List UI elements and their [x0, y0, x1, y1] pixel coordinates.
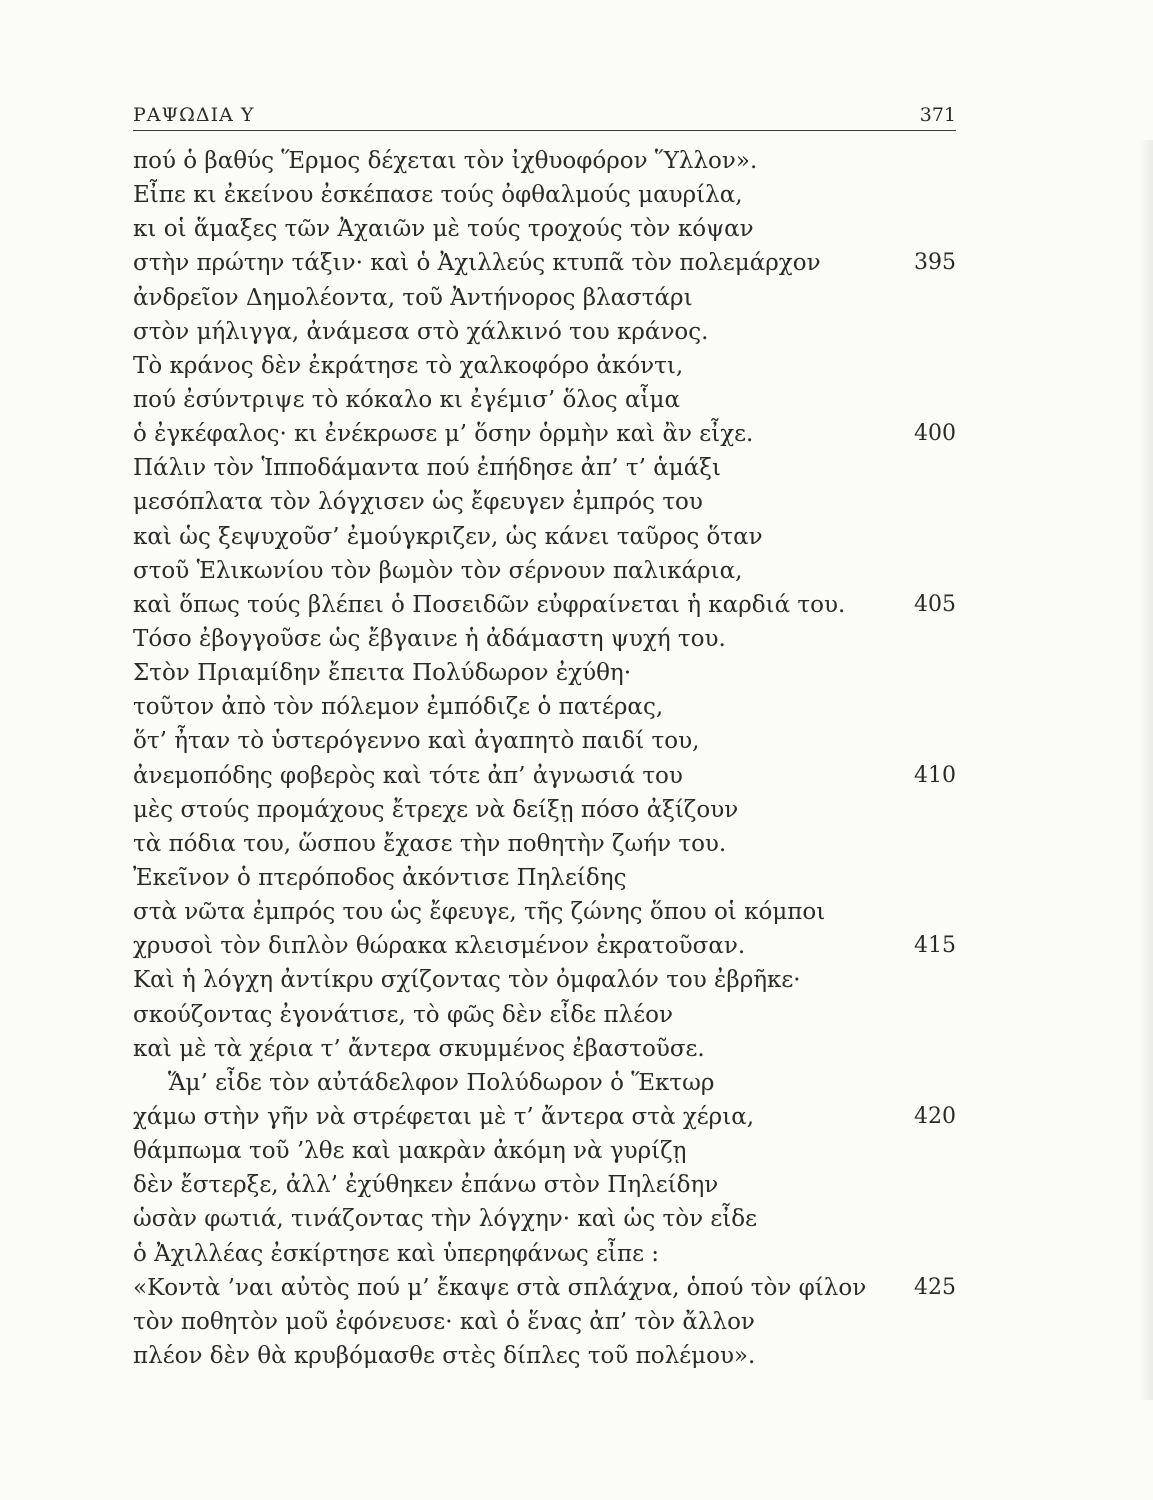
verse-line: [133, 895, 956, 929]
verse-line: [133, 1066, 956, 1100]
verse-line: [133, 759, 956, 793]
verse-line: [133, 554, 956, 588]
verse-line: [133, 451, 956, 485]
verse-line: [133, 1237, 956, 1271]
line-number: 400: [914, 421, 956, 447]
verse-text: ὁ ἐγκέφαλος· κι ἐνέκρωσε μ’ ὅσην ὁρμὴν καὶ ἂν εἶχε.: [133, 421, 754, 448]
verse-text: ὡσὰν φωτιά, τινάζοντας τὴν λόγχην· καὶ ὡς τὸν εἶδε: [133, 1206, 758, 1233]
verse-text: καὶ μὲ τὰ χέρια τ’ ἄντερα σκυμμένος ἐβαστοῦσε.: [133, 1035, 705, 1062]
verse-text: σκούζοντας ἐγονάτισε, τὸ φῶς δὲν εἶδε πλέον: [133, 1001, 673, 1028]
verse-line: [133, 1100, 956, 1134]
verse-line: [133, 622, 956, 656]
verse-text: Καὶ ἡ λόγχη ἀντίκρυ σχίζοντας τὸν ὀμφαλόν του ἐβρῆκε·: [133, 967, 801, 994]
poem-text: [133, 144, 956, 1373]
verse-text: ὁ Ἀχιλλέας ἐσκίρτησε καὶ ὑπερηφάνως εἶπε :: [133, 1240, 660, 1267]
line-number: 410: [914, 762, 956, 788]
verse-text: Τὸ κράνος δὲν ἐκράτησε τὸ χαλκοφόρο ἀκόντι,: [133, 352, 684, 379]
verse-text: κι οἱ ἅμαξες τῶν Ἀχαιῶν μὲ τούς τροχούς τὸν κόψαν: [133, 216, 754, 243]
verse-text: δὲν ἔστερξε, ἀλλ’ ἐχύθηκεν ἐπάνω στὸν Πηλείδην: [133, 1172, 719, 1199]
verse-line: [133, 383, 956, 417]
verse-text: στοῦ Ἑλικωνίου τὸν βωμὸν τὸν σέρνουν παλικάρια,: [133, 557, 743, 584]
verse-line: [133, 724, 956, 758]
page-number: 371: [919, 104, 956, 126]
verse-line: [133, 998, 956, 1032]
verse-line: [133, 690, 956, 724]
verse-text: στὰ νῶτα ἐμπρός του ὡς ἔφευγε, τῆς ζώνης ὅπου οἱ κόμποι: [133, 899, 826, 926]
verse-text: θάμπωμα τοῦ ’λθε καὶ μακρὰν ἀκόμη νὰ γυρίζῃ: [133, 1138, 687, 1165]
verse-line: [133, 588, 956, 622]
verse-text: Πάλιν τὸν Ἱπποδάμαντα πού ἐπήδησε ἀπ’ τ’ ἁμάξι: [133, 455, 721, 482]
verse-text: στὸν μήλιγγα, ἀνάμεσα στὸ χάλκινό του κράνος.: [133, 318, 709, 345]
verse-text: ἀνεμοπόδης φοβερὸς καὶ τότε ἀπ’ ἀγνωσιά του: [133, 762, 683, 789]
verse-text: «Κοντὰ ’ναι αὐτὸς πού μ’ ἔκαψε στὰ σπλάχνα, ὁπού τὸν φίλον: [133, 1274, 867, 1301]
verse-line: [133, 144, 956, 178]
verse-text: ἀνδρεῖον Δημολέοντα, τοῦ Ἀντήνορος βλαστάρι: [133, 284, 693, 311]
page-header: [133, 100, 956, 130]
verse-text: τὸν ποθητὸν μοῦ ἐφόνευσε· καὶ ὁ ἕνας ἀπ’ τὸν ἄλλον: [133, 1308, 755, 1335]
verse-text: πού ἐσύντριψε τὸ κόκαλο κι ἐγέμισ’ ὅλος αἷμα: [133, 386, 681, 413]
verse-line: [133, 929, 956, 963]
verse-text: Εἶπε κι ἐκείνου ἐσκέπασε τούς ὀφθαλμούς μαυρίλα,: [133, 182, 743, 209]
verse-text: τὰ πόδια του, ὥσπου ἔχασε τὴν ποθητὴν ζωήν του.: [133, 830, 727, 857]
header-rule: [133, 130, 956, 131]
verse-text: Ἅμ’ εἶδε τὸν αὐτάδελφον Πολύδωρον ὁ Ἕκτωρ: [168, 1069, 715, 1096]
verse-line: [133, 1271, 956, 1305]
verse-text: ὅτ’ ἦταν τὸ ὑστερόγεννο καὶ ἀγαπητὸ παιδί του,: [133, 728, 700, 755]
verse-line: [133, 315, 956, 349]
verse-text: χρυσοὶ τὸν διπλὸν θώρακα κλεισμένον ἐκρατοῦσαν.: [133, 933, 746, 960]
verse-line: [133, 212, 956, 246]
verse-text: Ἐκεῖνον ὁ πτερόποδος ἀκόντισε Πηλείδης: [133, 864, 627, 891]
verse-line: [133, 417, 956, 451]
verse-line: [133, 246, 956, 280]
verse-line: [133, 1202, 956, 1236]
verse-text: Τόσο ἐβογγοῦσε ὡς ἔβγαινε ἡ ἀδάμαστη ψυχή του.: [133, 625, 726, 652]
verse-line: [133, 178, 956, 212]
verse-text: στὴν πρώτην τάξιν· καὶ ὁ Ἀχιλλεύς κτυπᾶ τὸν πολεμάρχον: [133, 250, 821, 277]
verse-text: πού ὁ βαθύς Ἕρμος δέχεται τὸν ἰχθυοφόρον Ὕλλον».: [133, 148, 758, 174]
page-edge-shadow: [1139, 140, 1153, 1400]
verse-line: [133, 1339, 956, 1373]
verse-text: χάμω στὴν γῆν νὰ στρέφεται μὲ τ’ ἄντερα στὰ χέρια,: [133, 1103, 755, 1130]
verse-text: μεσόπλατα τὸν λόγχισεν ὡς ἔφευγεν ἐμπρός του: [133, 489, 703, 516]
running-head: ΡΑΨΩΔΙΑ Υ: [133, 104, 255, 126]
verse-text: μὲς στούς προμάχους ἔτρεχε νὰ δείξῃ πόσο ἀξίζουν: [133, 796, 739, 823]
line-number: 405: [914, 591, 956, 617]
verse-text: τοῦτον ἀπὸ τὸν πόλεμον ἐμπόδιζε ὁ πατέρας,: [133, 694, 664, 721]
verse-line: [133, 963, 956, 997]
verse-line: [133, 656, 956, 690]
verse-line: [133, 281, 956, 315]
verse-line: [133, 349, 956, 383]
verse-line: [133, 520, 956, 554]
line-number: 395: [914, 250, 956, 276]
line-number: 415: [914, 933, 956, 959]
verse-line: [133, 1305, 956, 1339]
verse-line: [133, 861, 956, 895]
verse-text: καὶ ὅπως τούς βλέπει ὁ Ποσειδῶν εὐφραίνεται ἡ καρδιά του.: [133, 591, 846, 618]
verse-line: [133, 1168, 956, 1202]
verse-text: πλέον δὲν θὰ κρυβόμασθε στὲς δίπλες τοῦ πολέμου».: [133, 1342, 756, 1369]
verse-line: [133, 827, 956, 861]
verse-text: Στὸν Πριαμίδην ἔπειτα Πολύδωρον ἐχύθη·: [133, 660, 632, 687]
verse-line: [133, 1134, 956, 1168]
verse-line: [133, 1032, 956, 1066]
line-number: 420: [914, 1103, 956, 1129]
verse-line: [133, 793, 956, 827]
line-number: 425: [914, 1274, 956, 1300]
verse-text: καὶ ὡς ξεψυχοῦσ’ ἐμούγκριζεν, ὡς κάνει ταῦρος ὅταν: [133, 523, 763, 550]
verse-line: [133, 485, 956, 519]
